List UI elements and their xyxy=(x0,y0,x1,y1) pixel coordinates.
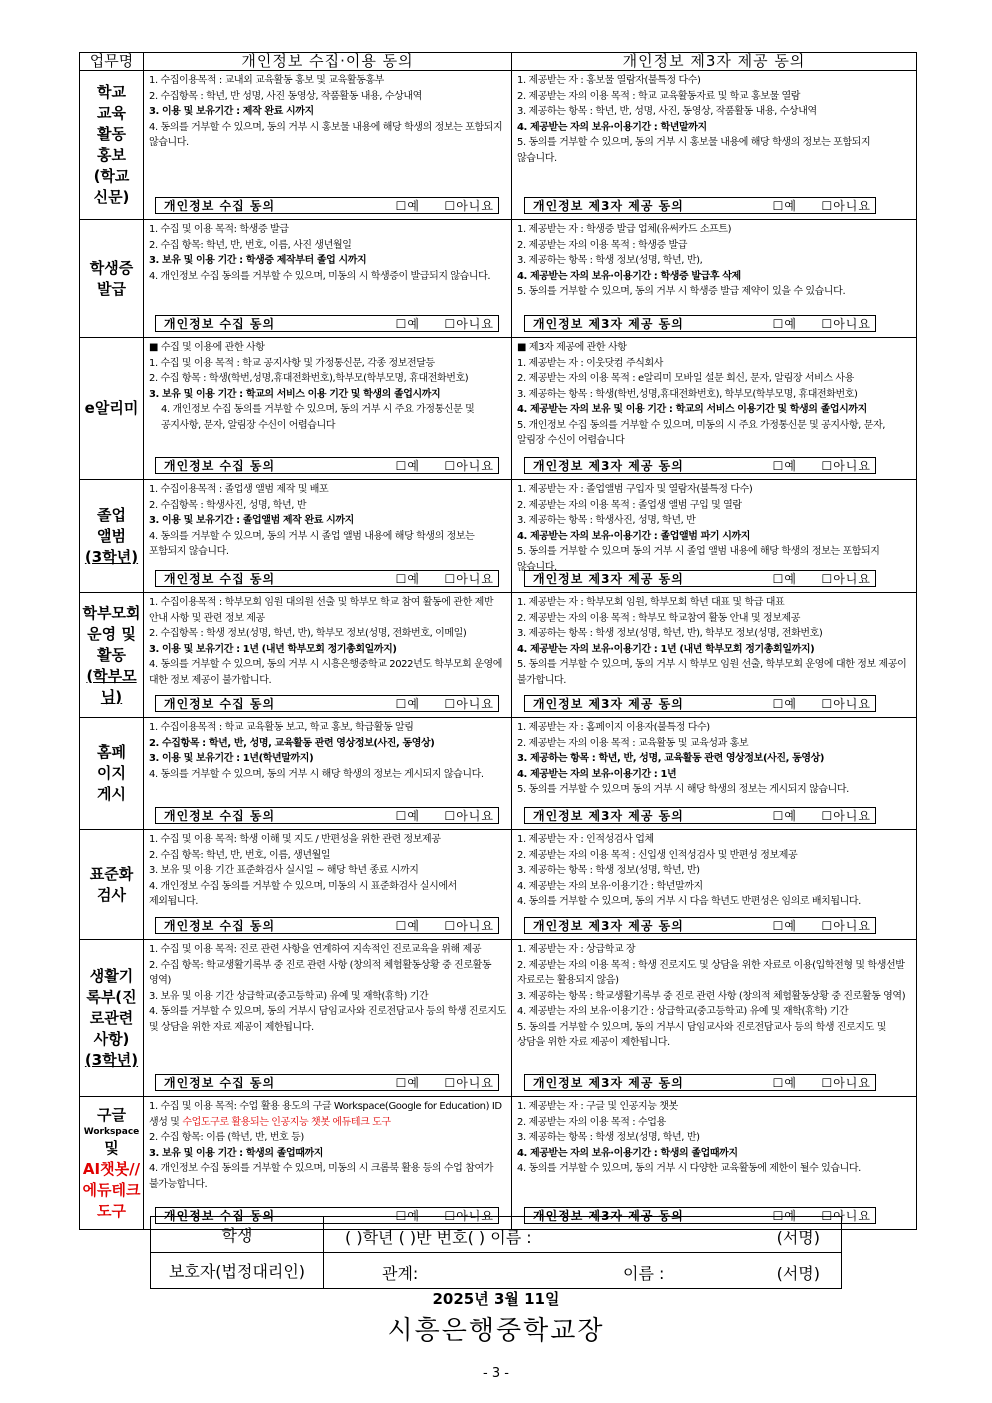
task-name xyxy=(80,220,144,338)
task-name xyxy=(80,830,144,940)
consent-yes-checkbox[interactable]: ☐예 xyxy=(772,572,797,586)
task-name-line: 신문) xyxy=(93,188,130,206)
consent-yes-checkbox[interactable]: ☐예 xyxy=(395,199,420,213)
cell-line: 2. 제공받는 자의 이용 목적 : 학교 교육활동자료 및 학교 홍보물 열람 xyxy=(517,90,801,102)
task-name-line: (3학년) xyxy=(84,1050,139,1069)
cell-line: 5. 개인정보 수집 동의를 거부할 수 있으며, 미동의 시 주요 가정통신문 및 공지사항, 문자, 알림장 수신이 어렵습니다 xyxy=(517,419,886,446)
header-task: 업무명 xyxy=(80,53,144,71)
cell-text xyxy=(512,940,916,1051)
guardian-signature-line[interactable] xyxy=(324,1253,842,1289)
cell-text xyxy=(144,718,511,782)
cell-line: 4. 동의를 거부할 수 있으며, 동의 거부 시 홍보물 내용에 해당 학생의 정보는 포함되지 않습니다. xyxy=(149,121,503,148)
task-name-line: 게시 xyxy=(97,785,126,803)
relation-label: 관계: xyxy=(382,1264,419,1283)
cell-line: 5. 동의를 거부할 수 있으며, 동의 거부시 담임교사와 진로전담교사 등의 학생 진로지도 및 상담을 위한 자료 제공이 제한됩니다. xyxy=(517,1021,886,1048)
task-name xyxy=(80,718,144,830)
cell-line: 2. 제공받는 자의 이용 목적 : 수업용 xyxy=(517,1116,666,1128)
collect-cell xyxy=(144,718,512,830)
cell-line: 2. 수집 항목 : 학생(학번,성명,휴대전화번호),학부모(학부모명, 휴대전화번호) xyxy=(149,373,469,384)
consent-label: 개인정보 수집 동의 xyxy=(164,572,276,586)
guardian-sign: (서명) xyxy=(776,1264,820,1283)
task-name-line: (3학년) xyxy=(84,547,139,566)
student-signature-line[interactable] xyxy=(324,1217,842,1253)
task-name xyxy=(80,71,144,220)
student-label: 학생 xyxy=(151,1217,324,1253)
cell-line: 2. 수집 항목: 학교생활기록부 중 진로 관련 사항 (창의적 체험활동상황 중 진로활동 영역) xyxy=(149,959,492,986)
cell-text xyxy=(144,593,511,688)
cell-line: 4. 개인정보 수집 동의를 거부할 수 있으며, 미동의 시 표준화검사 실시에서 제외됩니다. xyxy=(149,880,457,907)
consent-label: 개인정보 제3자 제공 동의 xyxy=(533,317,684,331)
consent-no-checkbox[interactable]: ☐아니요 xyxy=(444,919,494,933)
consent-no-checkbox[interactable]: ☐아니요 xyxy=(821,697,871,711)
consent-no-checkbox[interactable]: ☐아니요 xyxy=(444,809,494,823)
cell-line: 4. 동의를 거부할 수 있으며, 동의 거부시 담임교사와 진로전담교사 등의 학생 진로지도 및 상담을 위한 자료 제공이 제한됩니다. xyxy=(149,1006,506,1033)
task-name-line: 발급 xyxy=(97,279,126,298)
cell-line: 1. 제공받는 자 : 인적성검사 업체 xyxy=(517,834,654,845)
cell-line: 5. 동의를 거부할 수 있으며, 동의 거부 시 홍보물 내용에 해당 학생의 정보는 포함되지 않습니다. xyxy=(517,137,871,164)
collect-cell xyxy=(144,338,512,480)
student-sign: (서명) xyxy=(776,1228,820,1247)
task-name-line: 구글 xyxy=(97,1105,126,1124)
cell-line: 3. 제공하는 항목 : 학생(학번,성명,휴대전화번호), 학부모(학부모명, 휴대전화번호) xyxy=(517,388,858,400)
consent-no-checkbox[interactable]: ☐아니요 xyxy=(821,317,871,331)
collect-cell xyxy=(144,830,512,940)
cell-line: 3. 이용 및 보유기간 : 제작 완료 시까지 xyxy=(149,106,314,117)
table-row xyxy=(80,830,917,940)
header-collect: 개인정보 수집·이용 동의 xyxy=(144,53,512,71)
cell-line: 1. 제공받는 자 : 구글 및 인공지능 챗봇 xyxy=(517,1101,678,1112)
cell-line: 3. 보유 및 이용 기간 표준화검사 실시일 ~ 해당 학년 종료 시까지 xyxy=(149,865,419,876)
cell-text xyxy=(144,480,511,560)
third-consent-box xyxy=(524,570,876,587)
cell-line: 2. 수집 항목: 학년, 반, 번호, 이름, 생년월일 xyxy=(149,849,331,861)
cell-line: 4. 제공받는 자의 보유·이용기간 : 학생증 발급후 삭제 xyxy=(517,270,741,282)
table-row xyxy=(80,71,917,220)
cell-line: 4. 동의를 거부할 수 있으며, 동의 거부 시 시흥은행중학교 2022년도 학부모회 운영에 대한 정보 제공이 불가합니다. xyxy=(149,659,502,686)
consent-label: 개인정보 제3자 제공 동의 xyxy=(533,697,684,711)
cell-line: 4. 제공받는 자의 보유·이용기간 : 상급학교(중고등학교) 유예 및 재학(휴학) 기간 xyxy=(517,1006,849,1017)
task-name-line: 활동 xyxy=(97,645,126,664)
cell-line: 2. 수집항목 : 학생 정보(성명, 학년, 반), 학부모 정보(성명, 전화번호, 이메일) xyxy=(149,628,467,639)
cell-line: 1. 수집 및 이용 목적: 수업 활용 용도의 구글 Workspace(Google for Education) ID 생성 및 xyxy=(149,1101,502,1128)
cell-line: 4. 제공받는 자의 보유·이용기간 : 학년말까지 xyxy=(517,121,707,133)
cell-line: 2. 수집항목 : 학년, 반, 성명, 교육활동 관련 영상정보(사진, 동영상) xyxy=(149,737,435,749)
consent-no-checkbox[interactable]: ☐아니요 xyxy=(821,572,871,586)
consent-yes-checkbox[interactable]: ☐예 xyxy=(772,317,797,331)
consent-no-checkbox[interactable]: ☐아니요 xyxy=(444,1209,494,1223)
collect-cell xyxy=(144,1097,512,1230)
third-consent-box xyxy=(524,197,876,214)
task-name-line: e알리미 xyxy=(84,399,139,417)
task-name-line: AI챗봇// xyxy=(82,1159,141,1178)
cell-line: 1. 수집 및 이용 목적: 학생 이해 및 지도 / 반편성을 위한 관련 정보제공 xyxy=(149,834,441,845)
cell-line: 1. 수집이용목적 : 교내외 교육활동 홍보 및 교육활동홍부 xyxy=(149,75,384,86)
task-name-line: 앨범 xyxy=(97,526,126,545)
consent-table xyxy=(79,52,917,1230)
task-name-line: 학부모회 xyxy=(82,603,141,622)
third-party-cell xyxy=(512,71,917,220)
consent-yes-checkbox[interactable]: ☐예 xyxy=(772,199,797,213)
third-consent-box xyxy=(524,457,876,474)
consent-yes-checkbox[interactable]: ☐예 xyxy=(395,809,420,823)
cell-line: 1. 수집이용목적 : 학부모회 임원 대의원 선출 및 학부모 학교 참여 활동에 관한 제반 안내 사항 및 관련 정보 제공 xyxy=(149,597,494,624)
cell-line: 4. 동의를 거부할 수 있으며, 동의 거부 시 다음 학년도 반편성은 임의로 배치됩니다. xyxy=(517,896,861,907)
collect-cell xyxy=(144,593,512,718)
task-name-line: (학교 xyxy=(93,167,130,185)
date: 2025년 3월 11일 xyxy=(432,1290,560,1308)
task-name-line: 및 xyxy=(104,1138,119,1157)
signature-table xyxy=(150,1216,842,1289)
collect-consent-box xyxy=(155,197,499,214)
consent-label: 개인정보 수집 동의 xyxy=(164,697,276,711)
consent-yes-checkbox[interactable]: ☐예 xyxy=(772,919,797,933)
cell-line: 1. 수집이용목적 : 졸업생 앨범 제작 및 배포 xyxy=(149,484,329,495)
cell-line: 5. 동의를 거부할 수 있으며 동의 거부 시 졸업 앨범 내용에 해당 학생의 정보는 포함되지 않습니다. xyxy=(517,546,880,573)
cell-line: 1. 수집 및 이용 목적 : 학교 공지사항 및 가정통신문, 각종 정보전달등 xyxy=(149,357,435,369)
collect-consent-box xyxy=(155,570,499,587)
cell-text xyxy=(512,220,916,300)
third-party-cell xyxy=(512,940,917,1097)
guardian-name-label: 이름 : xyxy=(623,1264,665,1283)
consent-label: 개인정보 수집 동의 xyxy=(164,199,276,213)
cell-line: 2. 제공받는 자의 이용 목적 : 학생 진로지도 및 상담을 위한 자료로 이용(입학전형 및 학생선발 자료로는 활용되지 않음) xyxy=(517,959,905,986)
collect-cell xyxy=(144,220,512,338)
consent-yes-checkbox[interactable]: ☐예 xyxy=(395,919,420,933)
consent-label: 개인정보 수집 동의 xyxy=(164,317,276,331)
table-row xyxy=(80,593,917,718)
cell-line: 3. 이용 및 보유기간 : 1년(학년말까지) xyxy=(149,753,314,764)
cell-line: 2. 제공받는 자의 이용 목적 : 교육활동 및 교육성과 홍보 xyxy=(517,737,749,749)
cell-text xyxy=(144,830,511,910)
cell-line: 3. 제공하는 항목 : 학교생활기록부 중 진로 관련 사항 (창의적 체험활동상황 중 진로활동 영역) xyxy=(517,990,906,1002)
task-name-line: 사항) xyxy=(93,1029,130,1048)
task-name-line: 도구 xyxy=(97,1201,126,1220)
cell-line: 1. 제공받는 자 : 홍보물 열람자(불특정 다수) xyxy=(517,75,701,86)
cell-line: 5. 동의를 거부할 수 있으며, 동의 거부 시 학부모 임원 선출, 학부모회 운영에 대한 정보 제공이 불가합니다. xyxy=(517,659,907,686)
cell-line: 2. 수집항목 : 학년, 반 성명, 사진 동영상, 작품활동 내용, 수상내역 xyxy=(149,90,422,102)
consent-label: 개인정보 제3자 제공 동의 xyxy=(533,572,684,586)
cell-line: 1. 수집 및 이용 목적: 진로 관련 사항을 연계하여 지속적인 진로교육을 위해 제공 xyxy=(149,944,482,955)
header-third: 개인정보 제3자 제공 동의 xyxy=(512,53,917,71)
cell-line: 2. 제공받는 자의 이용 목적 : 졸업생 앨범 구입 및 열람 xyxy=(517,499,742,511)
consent-label: 개인정보 수집 동의 xyxy=(164,1076,276,1090)
cell-line: 4. 개인정보 수집 동의를 거부할 수 있으며, 미동의 시 크롬북 활용 등의 수업 참여가 불가능합니다. xyxy=(149,1163,493,1190)
cell-line: 2. 수집 항목: 학년, 반, 번호, 이름, 사진 생년월일 xyxy=(149,239,352,251)
third-party-cell xyxy=(512,338,917,480)
cell-line: 5. 동의를 거부할 수 있으며 동의 거부 시 해당 학생의 정보는 게시되지 않습니다. xyxy=(517,784,849,795)
cell-line: ■ 수집 및 이용에 관한 사항 xyxy=(149,342,265,353)
third-consent-box xyxy=(524,917,876,934)
consent-label: 개인정보 수집 동의 xyxy=(164,459,276,473)
collect-consent-box xyxy=(155,807,499,824)
cell-line: 1. 제공받는 자 : 상급학교 장 xyxy=(517,944,636,955)
cell-line: 2. 제공받는 자의 이용 목적 : 학부모 학교참여 활동 안내 및 정보제공 xyxy=(517,612,801,624)
cell-text xyxy=(512,593,916,688)
cell-line: 3. 제공하는 항목 : 학년, 반, 성명, 교육활동 관련 영상정보(사진, 동영상) xyxy=(517,753,825,764)
consent-label: 개인정보 제3자 제공 동의 xyxy=(533,1209,684,1223)
consent-label: 개인정보 제3자 제공 동의 xyxy=(533,1076,684,1090)
cell-line: 3. 보유 및 이용 기간 : 학생의 졸업때까지 xyxy=(149,1147,324,1159)
consent-yes-checkbox[interactable]: ☐예 xyxy=(772,459,797,473)
third-party-cell xyxy=(512,830,917,940)
consent-yes-checkbox[interactable]: ☐예 xyxy=(772,1076,797,1090)
task-name-line: (학부모님) xyxy=(86,666,137,706)
student-fields: ( )학년 ( )반 번호( ) 이름 : xyxy=(345,1228,532,1247)
cell-line: 1. 제공받는 자 : 학생증 발급 업체(유써카드 소프트) xyxy=(517,224,732,235)
consent-label: 개인정보 수집 동의 xyxy=(164,1209,276,1223)
consent-yes-checkbox[interactable]: ☐예 xyxy=(772,809,797,823)
cell-text xyxy=(144,220,511,284)
task-name-line: 홍보 xyxy=(97,146,126,164)
page-number: - 3 - xyxy=(483,1366,509,1381)
consent-no-checkbox[interactable]: ☐아니요 xyxy=(821,1076,871,1090)
cell-line: 4. 동의를 거부할 수 있으며, 동의 거부 시 졸업 앨범 내용에 해당 학생의 정보는 포함되지 않습니다. xyxy=(149,530,475,557)
cell-text xyxy=(512,71,916,166)
consent-label: 개인정보 제3자 제공 동의 xyxy=(533,809,684,823)
cell-line: 3. 보유 및 이용 기간 : 학생증 제작부터 졸업 시까지 xyxy=(149,255,367,266)
cell-line: 4. 개인정보 수집 동의를 거부할 수 있으며, 미동의 시 학생증이 발급되지 않습니다. xyxy=(149,270,491,282)
consent-yes-checkbox[interactable]: ☐예 xyxy=(772,697,797,711)
third-party-cell xyxy=(512,480,917,593)
cell-line: 5. 동의를 거부할 수 있으며, 동의 거부 시 학생증 발급 제약이 있을 수 있습니다. xyxy=(517,286,846,297)
collect-consent-box xyxy=(155,695,499,712)
cell-line: 3. 이용 및 보유기간 : 졸업앨범 제작 완료 시까지 xyxy=(149,515,354,526)
table-row xyxy=(80,338,917,480)
task-name xyxy=(80,338,144,480)
cell-line: 3. 보유 및 이용 기간 상급학교(중고등학교) 유예 및 재학(휴학) 기간 xyxy=(149,990,429,1002)
consent-no-checkbox[interactable]: ☐아니요 xyxy=(444,199,494,213)
third-party-cell xyxy=(512,718,917,830)
cell-line: 4. 동의를 거부할 수 있으며, 동의 거부 시 해당 학생의 정보는 게시되지 않습니다. xyxy=(149,768,484,780)
cell-text xyxy=(512,1097,916,1177)
task-name-line: 교육 xyxy=(97,104,126,122)
table-row xyxy=(80,1097,917,1230)
consent-yes-checkbox[interactable]: ☐예 xyxy=(395,697,420,711)
cell-line: 3. 제공하는 항목 : 학생사진, 성명, 학년, 반 xyxy=(517,515,696,526)
cell-text xyxy=(512,830,916,910)
table-row xyxy=(80,940,917,1097)
table-row xyxy=(80,220,917,338)
table-row xyxy=(80,480,917,593)
cell-line: 2. 제공받는 자의 이용 목적 : e알리미 모바일 설문 회신, 문자, 알림장 서비스 사용 xyxy=(517,373,854,384)
consent-no-checkbox[interactable]: ☐아니요 xyxy=(444,459,494,473)
third-consent-box xyxy=(524,1074,876,1091)
task-name-line: 에듀테크 xyxy=(82,1180,141,1199)
consent-label: 개인정보 수집 동의 xyxy=(164,919,276,933)
task-name xyxy=(80,1097,144,1230)
cell-line: 3. 제공하는 항목 : 학생 정보(성명, 학년, 반) xyxy=(517,1132,700,1143)
third-party-cell xyxy=(512,220,917,338)
third-party-cell xyxy=(512,593,917,718)
cell-line: 2. 수집 항목: 이름 (학년, 반, 번호 등) xyxy=(149,1132,304,1143)
task-name-line: Workspace xyxy=(83,1126,140,1137)
table-row xyxy=(80,718,917,830)
cell-text xyxy=(512,480,916,575)
cell-line: 3. 보유 및 이용 기간 : 학교의 서비스 이용 기간 및 학생의 졸업시까지 xyxy=(149,388,441,400)
cell-line: 4. 제공받는 자의 보유 및 이용 기간 : 학교의 서비스 이용기간 및 학생의 졸업시까지 xyxy=(517,404,867,415)
cell-line: 1. 제공받는 자 : 졸업앨범 구입자 및 열람자(불특정 다수) xyxy=(517,484,753,495)
consent-label: 개인정보 수집 동의 xyxy=(164,809,276,823)
collect-consent-box xyxy=(155,1074,499,1091)
guardian-label: 보호자(법정대리인) xyxy=(151,1253,324,1289)
consent-no-checkbox[interactable]: ☐아니요 xyxy=(821,809,871,823)
cell-text xyxy=(144,71,511,151)
task-name xyxy=(80,480,144,593)
cell-text xyxy=(144,940,511,1035)
principal: 시흥은행중학교장 xyxy=(387,1316,605,1346)
consent-no-checkbox[interactable]: ☐아니요 xyxy=(444,572,494,586)
cell-line: 3. 이용 및 보유기간 : 1년 (내년 학부모회 정기총회일까지) xyxy=(149,643,397,655)
task-name-line: 생활기 xyxy=(89,966,134,985)
cell-line: 1. 제공받는 자 : 학부모회 임원, 학부모회 학년 대표 및 학급 대표 xyxy=(517,597,785,608)
cell-text xyxy=(512,338,916,449)
cell-line: 1. 제공받는 자 : 홈페이지 이용자(불특정 다수) xyxy=(517,722,710,733)
cell-line: 수업도구로 활용되는 인공지능 챗봇 에듀테크 도구 xyxy=(182,1116,391,1128)
third-consent-box xyxy=(524,695,876,712)
cell-line: 3. 제공하는 항목 : 학생 정보(성명, 학년, 반), 학부모 정보(성명, 전화번호) xyxy=(517,628,823,639)
cell-text xyxy=(144,1097,511,1192)
consent-no-checkbox[interactable]: ☐아니요 xyxy=(821,1209,871,1223)
cell-line: 1. 수집 및 이용 목적: 학생증 발급 xyxy=(149,224,289,235)
cell-line: 2. 제공받는 자의 이용 목적 : 학생증 발급 xyxy=(517,239,688,251)
consent-no-checkbox[interactable]: ☐아니요 xyxy=(444,697,494,711)
consent-label: 개인정보 제3자 제공 동의 xyxy=(533,919,684,933)
task-name xyxy=(80,940,144,1097)
task-name-line: 운영 및 xyxy=(87,624,136,643)
third-consent-box xyxy=(524,807,876,824)
collect-consent-box xyxy=(155,315,499,332)
consent-no-checkbox[interactable]: ☐아니요 xyxy=(444,1076,494,1090)
cell-line: 4. 제공받는 자의 보유·이용기간 : 졸업앨범 파기 시까지 xyxy=(517,530,750,542)
cell-text xyxy=(512,718,916,798)
consent-yes-checkbox[interactable]: ☐예 xyxy=(395,1076,420,1090)
collect-cell xyxy=(144,480,512,593)
task-name-line: 로관련 xyxy=(89,1008,134,1027)
task-name-line: 학교 xyxy=(97,83,126,101)
task-name xyxy=(80,593,144,718)
third-party-cell xyxy=(512,1097,917,1230)
cell-line: 3. 제공하는 항목 : 학생 정보(성명, 학년, 반) xyxy=(517,865,700,876)
cell-line: 4. 동의를 거부할 수 있으며, 동의 거부 시 다양한 교육활동에 제한이 될수 있습니다. xyxy=(517,1163,861,1174)
consent-no-checkbox[interactable]: ☐아니요 xyxy=(821,459,871,473)
consent-no-checkbox[interactable]: ☐아니요 xyxy=(821,199,871,213)
cell-line: 4. 제공받는 자의 보유·이용기간 : 학생의 졸업때까지 xyxy=(517,1147,738,1159)
consent-yes-checkbox[interactable]: ☐예 xyxy=(395,317,420,331)
cell-line: 3. 제공하는 항목 : 학생 정보(성명, 학년, 반), xyxy=(517,255,703,266)
consent-label: 개인정보 제3자 제공 동의 xyxy=(533,199,684,213)
collect-cell xyxy=(144,71,512,220)
consent-no-checkbox[interactable]: ☐아니요 xyxy=(821,919,871,933)
task-name-line: 표준화 xyxy=(89,864,134,883)
cell-line: 1. 수집이용목적 : 학교 교육활동 보고, 학교 홍보, 학급활동 알림 xyxy=(149,722,414,733)
consent-label: 개인정보 제3자 제공 동의 xyxy=(533,459,684,473)
cell-line: 3. 제공하는 항목 : 학년, 반, 성명, 사진, 동영상, 작품활동 내용, 수상내역 xyxy=(517,106,817,117)
consent-yes-checkbox[interactable]: ☐예 xyxy=(395,1209,420,1223)
task-name-line: 이지 xyxy=(97,764,126,782)
task-name-line: 록부(진 xyxy=(86,987,137,1006)
task-name-line: 학생증 xyxy=(89,258,134,277)
task-name-line: 검사 xyxy=(97,885,126,904)
cell-line: 4. 제공받는 자의 보유·이용기간 : 1년 (내년 학부모회 정기총회일까지) xyxy=(517,643,815,655)
cell-line: 4. 개인정보 수집 동의를 거부할 수 있으며, 동의 거부 시 주요 가정통신문 및 공지사항, 문자, 알림장 수신이 어렵습니다 xyxy=(161,404,475,431)
consent-yes-checkbox[interactable]: ☐예 xyxy=(395,572,420,586)
cell-text xyxy=(144,338,511,433)
cell-line: 2. 수집항목 : 학생사진, 성명, 학년, 반 xyxy=(149,499,307,511)
collect-consent-box xyxy=(155,457,499,474)
consent-yes-checkbox[interactable]: ☐예 xyxy=(772,1209,797,1223)
task-name-line: 활동 xyxy=(97,125,126,143)
consent-no-checkbox[interactable]: ☐아니요 xyxy=(444,317,494,331)
task-name-line: 졸업 xyxy=(97,505,126,524)
consent-yes-checkbox[interactable]: ☐예 xyxy=(395,459,420,473)
collect-cell xyxy=(144,940,512,1097)
cell-line: 1. 제공받는 자 : 이웃닷컴 주식회사 xyxy=(517,357,663,369)
cell-line: 2. 제공받는 자의 이용 목적 : 신입생 인적성검사 및 반편성 정보제공 xyxy=(517,849,798,861)
cell-line: 4. 제공받는 자의 보유·이용기간 : 학년말까지 xyxy=(517,880,703,892)
cell-line: 4. 제공받는 자의 보유·이용기간 : 1년 xyxy=(517,768,677,780)
task-name-line: 홈페 xyxy=(97,743,126,761)
third-consent-box xyxy=(524,315,876,332)
cell-line: ■ 제3자 제공에 관한 사항 xyxy=(517,342,627,353)
collect-consent-box xyxy=(155,917,499,934)
